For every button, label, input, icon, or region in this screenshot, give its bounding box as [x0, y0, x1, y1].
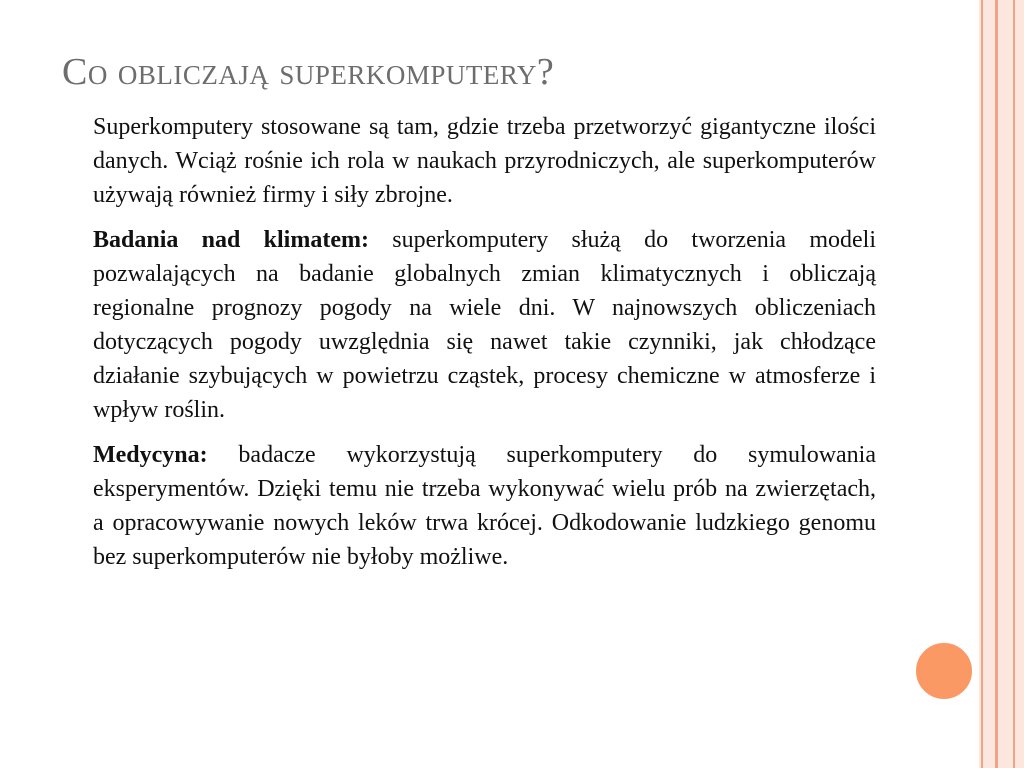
paragraph-label: Badania nad klimatem:	[93, 227, 369, 253]
slide-body	[93, 110, 876, 585]
paragraph-medicine	[93, 438, 876, 574]
stripe-line	[995, 0, 998, 768]
paragraph-text: badacze wykorzystują superkomputery do symulowania eksperymentów. Dzięki temu nie trzeba wykonywać wielu prób na zwierzętach, a opracowywanie nowych leków trwa krócej. Odkodowanie ludzkiego genomu bez superkomputerów nie byłoby możliwe.	[93, 442, 876, 570]
slide-title: Co obliczają superkomputery?	[62, 51, 555, 93]
stripe-line	[1013, 0, 1015, 768]
decorative-circle	[913, 640, 975, 702]
paragraph-label: Medycyna:	[93, 442, 208, 468]
paragraph-climate	[93, 223, 876, 427]
paragraph-text: Superkomputery stosowane są tam, gdzie trzeba przetworzyć gigantyczne ilości danych. Wciąż rośnie ich rola w naukach przyrodniczych, ale superkomputerów używają również firmy i siły zbrojne.	[93, 114, 876, 208]
decorative-stripes	[979, 0, 1024, 768]
paragraph-text: superkomputery służą do tworzenia modeli pozwalających na badanie globalnych zmian klimatycznych i obliczają regionalne prognozy pogody na wiele dni. W najnowszych obliczeniach dotyczących pogody uwzględnia się nawet takie czynniki, jak chłodzące działanie szybujących w powietrzu cząstek, procesy chemiczne w atmosferze i wpływ roślin.	[93, 227, 876, 423]
stripe-line	[981, 0, 983, 768]
paragraph-intro	[93, 110, 876, 212]
